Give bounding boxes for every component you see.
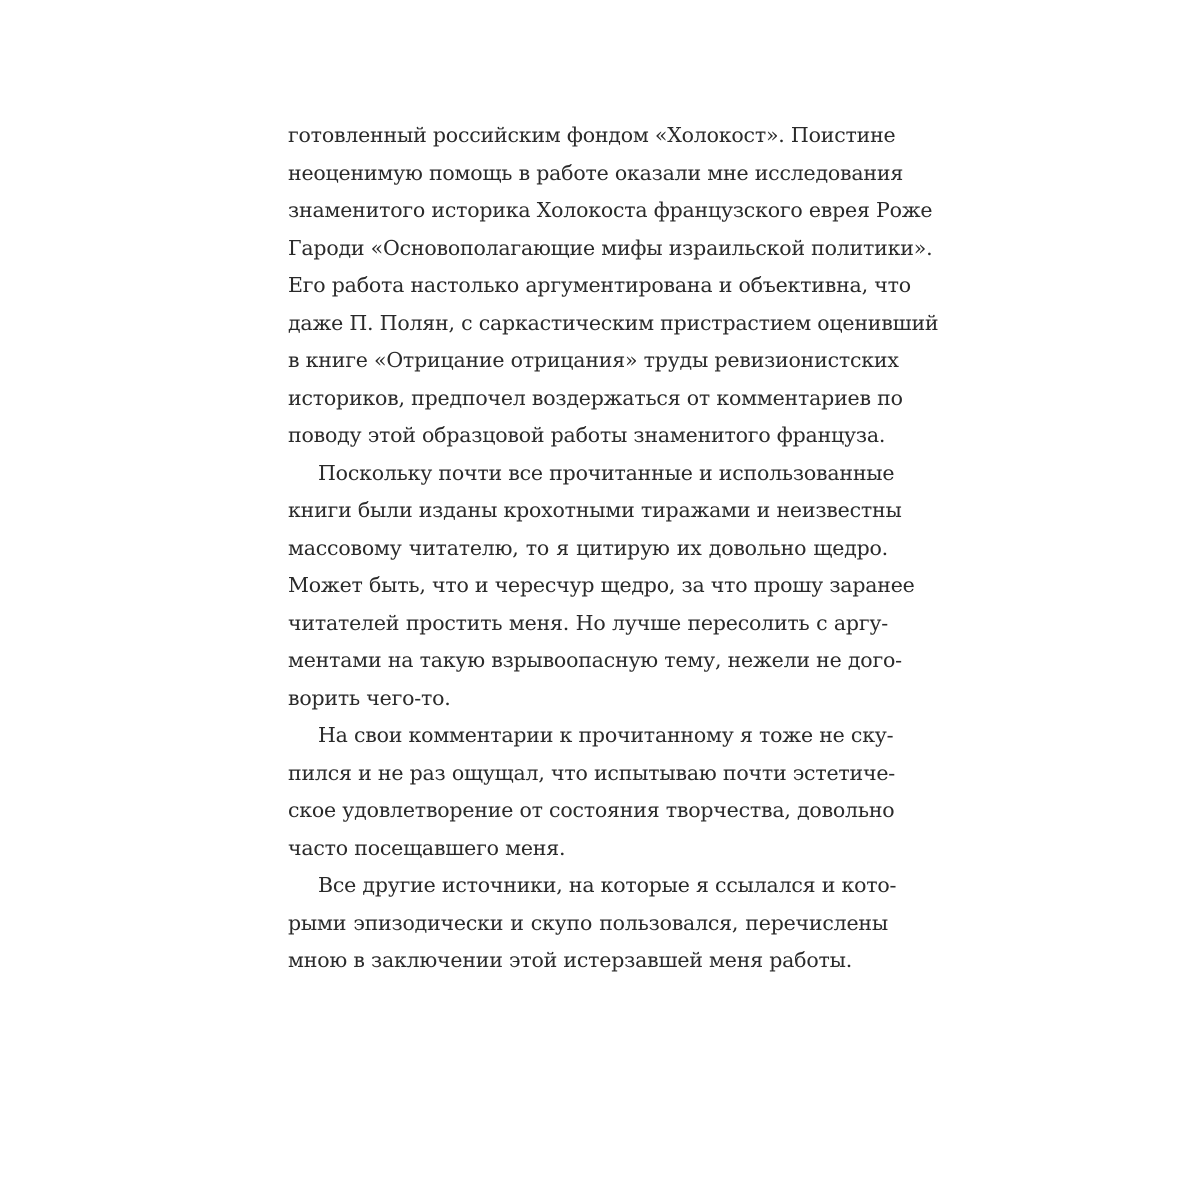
text-line: знаменитого историка Холокоста французского еврея Роже <box>288 198 933 222</box>
text-line: читателей простить меня. Но лучше пересолить с аргу- <box>288 610 888 635</box>
text-line: поводу этой образцовой работы знаменитого француза. <box>288 423 886 447</box>
text-line: На свои комментарии к прочитанному я тоже не ску- <box>318 723 894 747</box>
text-line: мною в заключении этой истерзавшей меня работы. <box>288 948 853 972</box>
text-line: историков, предпочел воздержаться от комментариев по <box>288 385 903 410</box>
text-line: часто посещавшего меня. <box>288 835 566 860</box>
text-line: рыми эпизодически и скупо пользовался, перечислены <box>288 910 888 935</box>
text-line: ское удовлетворение от состояния творчества, довольно <box>288 798 895 822</box>
text-line: Его работа настолько аргументирована и объективна, что <box>288 273 911 297</box>
text-line: книги были изданы крохотными тиражами и неизвестны <box>288 498 902 522</box>
paragraph <box>288 117 939 455</box>
text-line: даже П. Полян, с саркастическим пристрастием оценивший <box>288 310 939 335</box>
text-line: ментами на такую взрывоопасную тему, нежели не дого- <box>288 648 902 672</box>
body-text <box>288 117 939 980</box>
text-line: Гароди «Основополагающие мифы израильской политики». <box>288 235 933 260</box>
text-line: готовленный российским фондом «Холокост». Поистине <box>288 123 896 147</box>
paragraph <box>288 717 896 867</box>
text-line: Все другие источники, на которые я ссылался и кото- <box>318 873 897 897</box>
paragraph <box>288 867 897 980</box>
text-line: Может быть, что и чересчур щедро, за что прошу заранее <box>288 573 915 597</box>
text-line: в книге «Отрицание отрицания» труды ревизионистских <box>288 348 899 372</box>
text-line: массовому читателю, то я цитирую их довольно щедро. <box>288 535 888 560</box>
text-line: Поскольку почти все прочитанные и использованные <box>318 460 895 485</box>
text-line: пился и не раз ощущал, что испытываю почти эстетиче- <box>288 760 896 785</box>
text-line: неоценимую помощь в работе оказали мне исследования <box>288 160 904 185</box>
paragraph <box>288 455 915 718</box>
text-line: ворить чего-то. <box>288 685 451 710</box>
